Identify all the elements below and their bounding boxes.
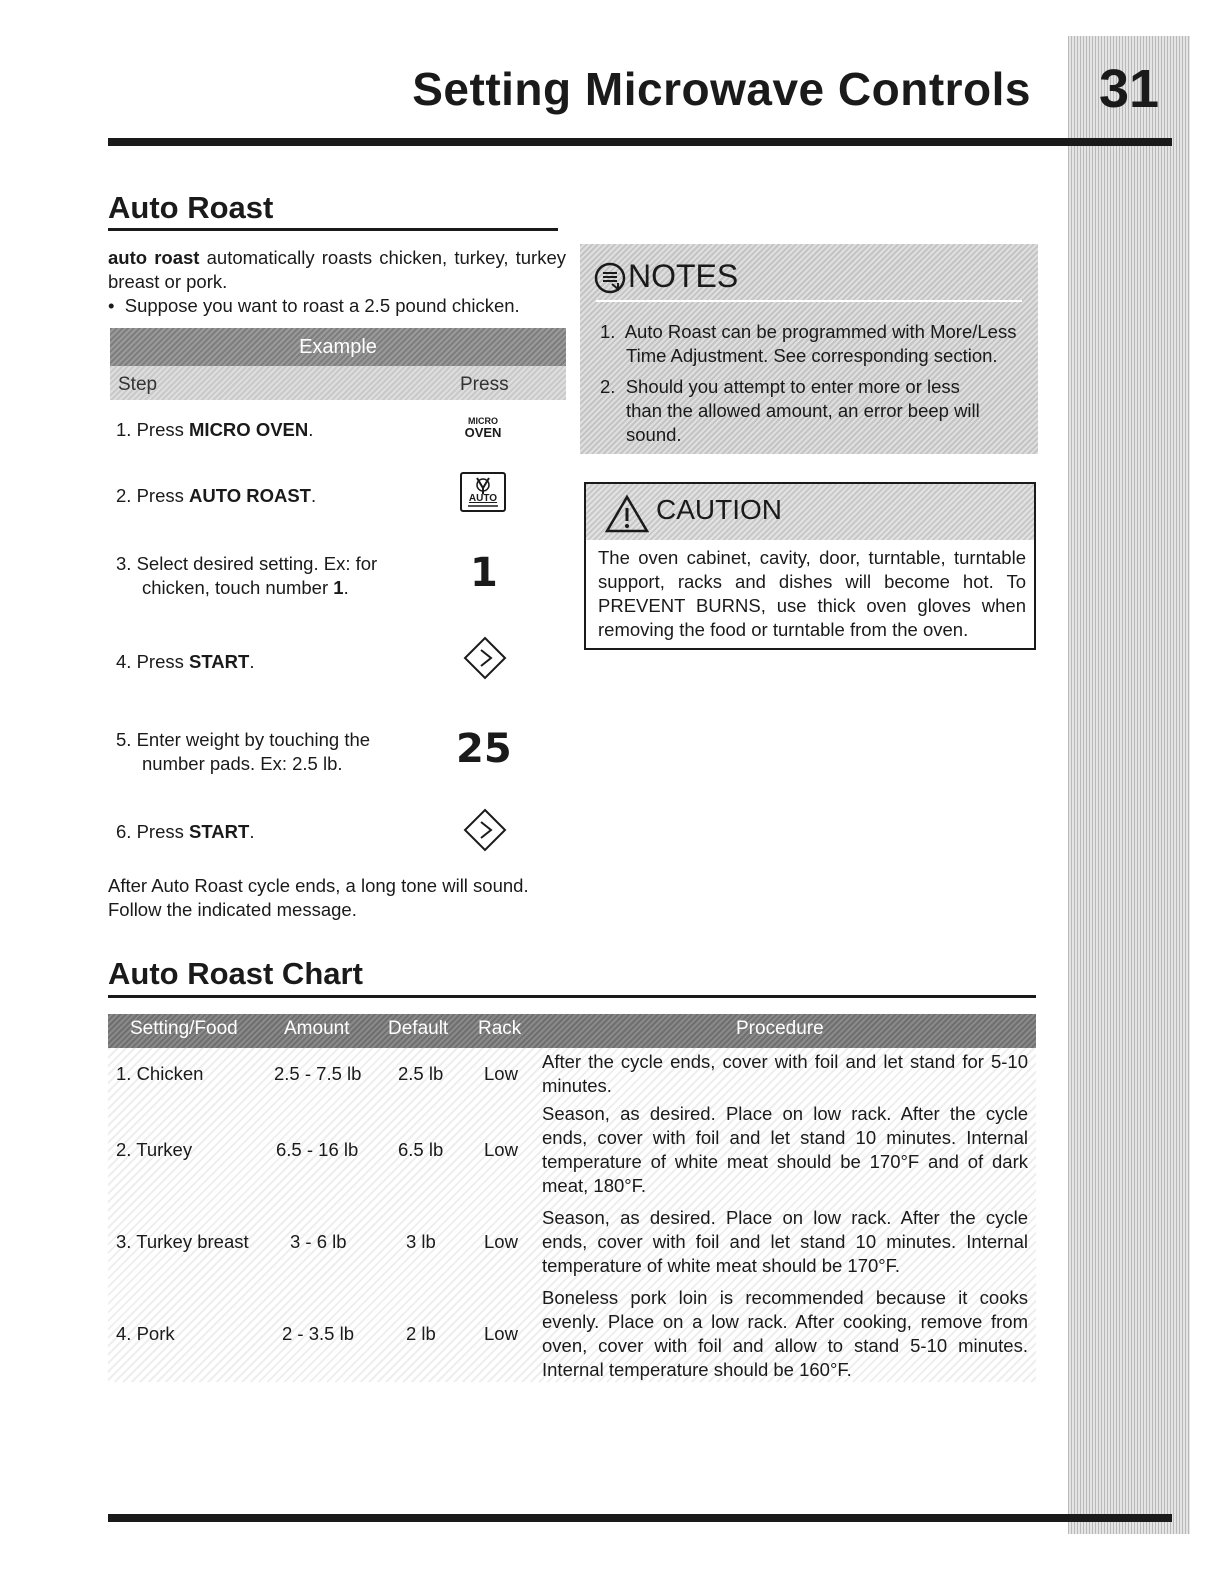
col-rack: Rack (478, 1018, 522, 1039)
step-bold: AUTO ROAST (189, 485, 311, 506)
after-line2: Follow the indicated message. (108, 899, 357, 920)
micro-key-line1: MICRO (468, 416, 498, 426)
col-procedure: Procedure (736, 1018, 824, 1039)
step-end: . (343, 577, 349, 598)
note-line1: Auto Roast can be programmed with More/Less (624, 321, 1017, 342)
step-text: Press (136, 419, 184, 440)
row1-default: 2.5 lb (398, 1063, 444, 1084)
row3-food: 3. Turkey breast (116, 1231, 249, 1252)
number-key-weight: 25 (456, 726, 512, 772)
warning-icon (604, 494, 650, 534)
step-line2: number pads. Ex: 2.5 lb. (142, 753, 343, 774)
auto-roast-rule (108, 228, 558, 231)
intro-paragraph (108, 246, 566, 294)
caution-band (586, 484, 1034, 540)
step-end: . (249, 651, 255, 672)
row2-food: 2. Turkey (116, 1139, 193, 1160)
bullet-text: Suppose you want to roast a 2.5 pound chicken. (124, 295, 520, 316)
row4-procedure: Boneless pork loin is recommended because it cooks evenly. Place on a low rack. After cooking, remove from oven, cover with foil and allow to stand 5-10 minutes. Internal temperature should be 160°F. (542, 1287, 1028, 1380)
step-bold: 1 (333, 577, 344, 598)
step-line1: Select desired setting. Ex: for (136, 553, 378, 574)
step-num: 3. (116, 553, 132, 574)
row1-amount: 2.5 - 7.5 lb (274, 1063, 362, 1084)
caution-text: The oven cabinet, cavity, door, turntable, turntable support, racks and dishes will become hot. To PREVENT BURNS, use thick oven gloves when removing the food or turntable from the oven. (598, 547, 1026, 640)
row2-amount: 6.5 - 16 lb (276, 1139, 359, 1160)
step-text: Press (136, 651, 184, 672)
step-bold: START (189, 821, 250, 842)
note-num: 2. (600, 376, 616, 397)
step-end: . (308, 419, 314, 440)
example-title: Example (299, 336, 377, 358)
header-rule (108, 138, 1172, 146)
footer-rule (108, 1514, 1172, 1522)
chart-rule (108, 995, 1036, 998)
step-num: 6. (116, 821, 132, 842)
row1-procedure: After the cycle ends, cover with foil and let stand for 5-10 minutes. (542, 1051, 1028, 1096)
col-amount: Amount (284, 1018, 350, 1039)
auto-roast-key-icon (460, 472, 506, 512)
notes-heading: NOTES (628, 258, 739, 294)
note-num: 1. (600, 321, 616, 342)
start-icon (463, 636, 507, 680)
example-col-step: Step (118, 374, 158, 395)
step-end: . (249, 821, 255, 842)
after-line1: After Auto Roast cycle ends, a long tone will sound. (108, 875, 529, 896)
row3-default: 3 lb (406, 1231, 436, 1252)
start-icon (463, 808, 507, 852)
auto-roast-heading: Auto Roast (108, 190, 274, 225)
step-line1: Enter weight by touching the (136, 729, 371, 750)
step-num: 4. (116, 651, 132, 672)
note-line2: Time Adjustment. See corresponding section. (626, 345, 998, 366)
auto-key-label: AUTO (468, 493, 498, 504)
bullet-dot: • (108, 295, 125, 316)
step-end: . (310, 485, 317, 506)
page-title: Setting Microwave Controls (412, 63, 1031, 115)
side-tab (1068, 36, 1190, 1534)
micro-oven-key (458, 415, 508, 439)
step-1 (116, 418, 313, 442)
number-key-1: 1 (470, 550, 498, 596)
step-num: 2. (116, 485, 132, 506)
row4-amount: 2 - 3.5 lb (282, 1323, 354, 1344)
note-1 (600, 320, 1030, 368)
step-3 (116, 552, 377, 600)
example-col-press: Press (460, 374, 509, 395)
row1-food: 1. Chicken (116, 1063, 204, 1084)
row2-default: 6.5 lb (398, 1139, 444, 1160)
page-number: 31 (1098, 59, 1160, 119)
caution-heading: CAUTION (656, 494, 782, 525)
row1-rack: Low (484, 1063, 518, 1084)
intro-bold: auto roast (108, 247, 200, 268)
note-2 (600, 375, 1030, 447)
note-line1: Should you attempt to enter more or less (625, 376, 960, 397)
row3-rack: Low (484, 1231, 518, 1252)
step-num: 5. (116, 729, 132, 750)
micro-key-line2: OVEN (464, 425, 502, 440)
row2-procedure: Season, as desired. Place on low rack. After the cycle ends, cover with foil and let stand 10 minutes. Internal temperature of white meat should be 170°F and of dark meat, 180°F. (542, 1103, 1028, 1196)
col-default: Default (388, 1018, 449, 1039)
step-text: Press (136, 485, 184, 506)
row4-food: 4. Pork (116, 1323, 175, 1344)
row2-rack: Low (484, 1139, 518, 1160)
after-cycle-text (108, 874, 578, 922)
step-num: 1. (116, 419, 132, 440)
step-2 (116, 484, 316, 508)
notes-icon (594, 262, 626, 294)
turkey-icon (462, 474, 504, 510)
intro-bullet (108, 294, 578, 318)
step-6 (116, 820, 254, 844)
step-bold: MICRO OVEN (189, 419, 309, 440)
row3-amount: 3 - 6 lb (290, 1231, 347, 1252)
notes-rule (596, 300, 1022, 302)
step-5 (116, 728, 370, 776)
row4-default: 2 lb (406, 1323, 436, 1344)
step-bold: START (189, 651, 250, 672)
chart-heading: Auto Roast Chart (108, 956, 363, 991)
intro-text: automatically roasts chicken, turkey, turkey breast or pork. (108, 247, 567, 292)
step-text: Press (136, 821, 184, 842)
step-line2: chicken, touch number (142, 577, 329, 598)
row4-rack: Low (484, 1323, 518, 1344)
row3-procedure: Season, as desired. Place on low rack. After the cycle ends, cover with foil and let stand 10 minutes. Internal temperature of white meat should be 170°F. (542, 1207, 1028, 1276)
chart-header-row (108, 1014, 1036, 1048)
note-line3: sound. (626, 424, 682, 445)
col-setting-food: Setting/Food (130, 1018, 238, 1039)
note-line2: than the allowed amount, an error beep will (626, 400, 980, 421)
step-4 (116, 650, 254, 674)
